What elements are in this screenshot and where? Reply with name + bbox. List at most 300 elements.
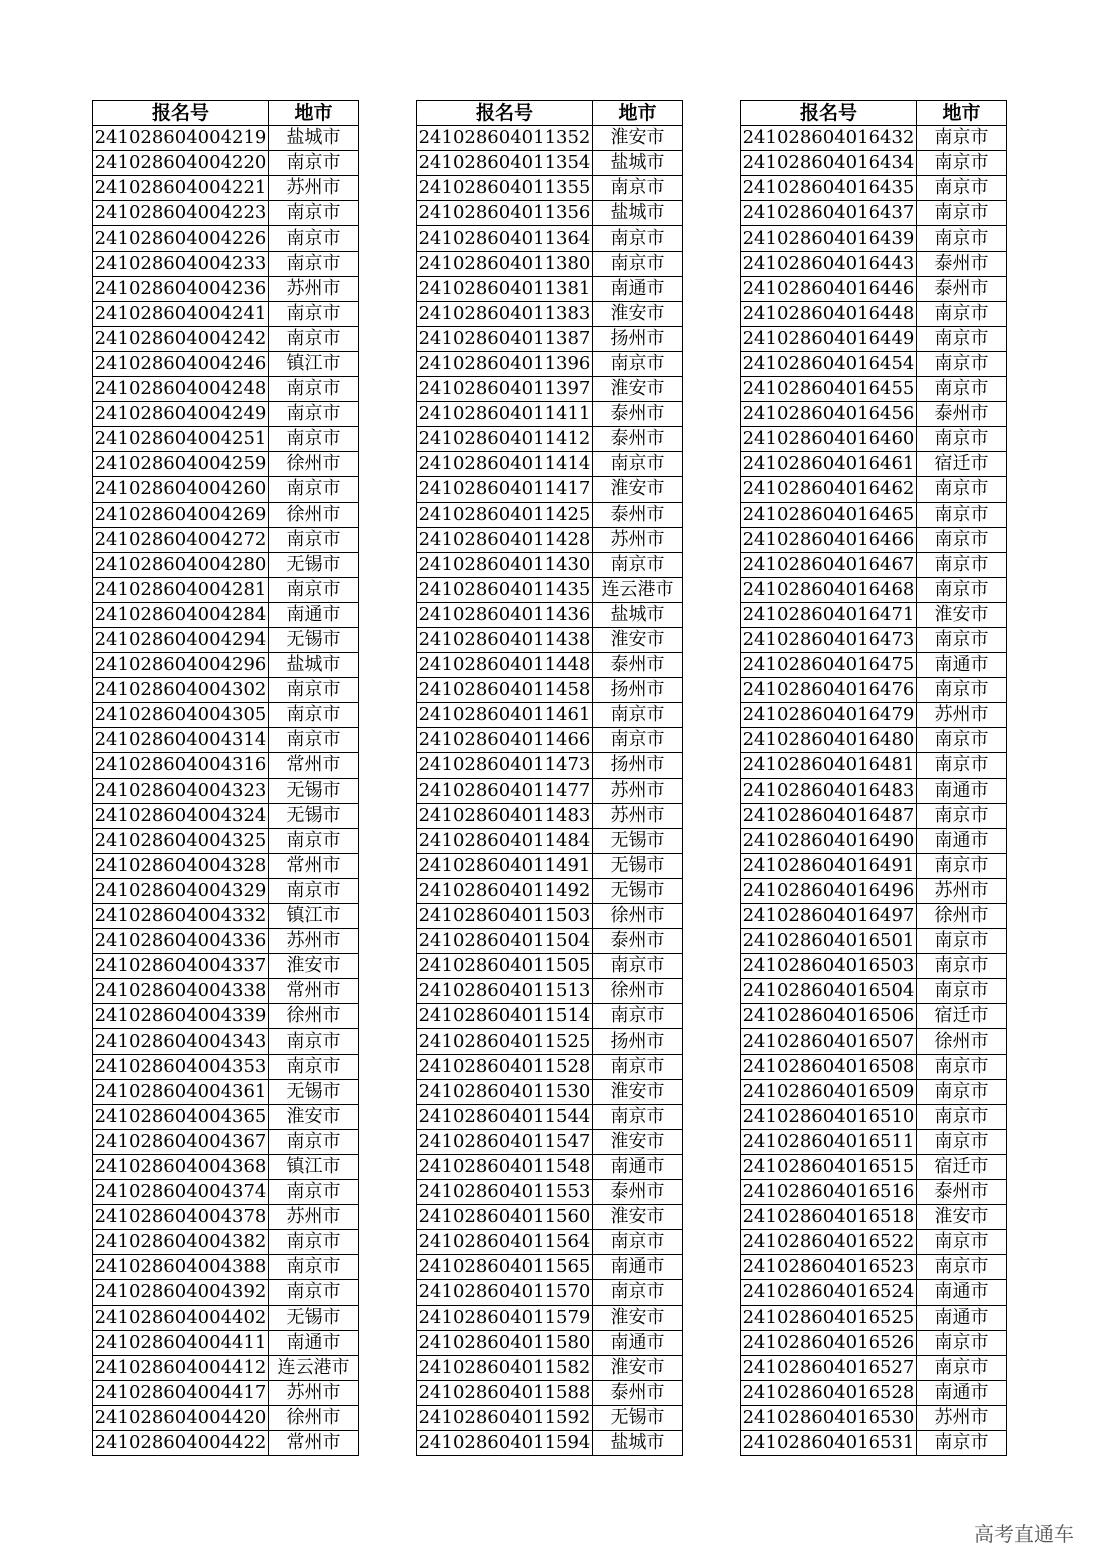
table-row [417, 552, 683, 577]
city-cell: 南京市 [269, 878, 359, 903]
table-row [93, 527, 359, 552]
city-cell: 苏州市 [917, 1405, 1007, 1430]
city-cell: 南通市 [917, 828, 1007, 853]
city-cell: 徐州市 [269, 1405, 359, 1430]
registration-number-cell: 241028604011461 [417, 703, 593, 728]
table-row [417, 778, 683, 803]
city-cell: 淮安市 [593, 126, 683, 151]
table-row [417, 703, 683, 728]
registration-number-cell: 241028604016504 [741, 979, 917, 1004]
registration-number-cell: 241028604011473 [417, 753, 593, 778]
table-row [741, 627, 1007, 652]
table-row [93, 477, 359, 502]
table-row [93, 126, 359, 151]
table-row [741, 1405, 1007, 1430]
city-cell: 南京市 [269, 151, 359, 176]
registration-number-cell: 241028604016443 [741, 251, 917, 276]
table-row [93, 1430, 359, 1455]
registration-number-cell: 241028604016466 [741, 527, 917, 552]
registration-number-cell: 241028604016483 [741, 778, 917, 803]
registration-number-cell: 241028604016491 [741, 853, 917, 878]
table-row [93, 1330, 359, 1355]
registration-number-cell: 241028604016455 [741, 377, 917, 402]
city-cell: 无锡市 [269, 627, 359, 652]
registration-number-cell: 241028604011411 [417, 402, 593, 427]
registration-number-cell: 241028604016446 [741, 276, 917, 301]
city-cell: 苏州市 [917, 878, 1007, 903]
table-row [417, 602, 683, 627]
city-cell: 无锡市 [593, 828, 683, 853]
city-cell: 南京市 [917, 176, 1007, 201]
table-row [93, 226, 359, 251]
table-row [741, 1079, 1007, 1104]
city-cell: 常州市 [269, 853, 359, 878]
registration-number-cell: 241028604016528 [741, 1380, 917, 1405]
city-cell: 南京市 [917, 301, 1007, 326]
table-row [93, 1054, 359, 1079]
table-row [417, 853, 683, 878]
table-row [417, 1430, 683, 1455]
registration-number-cell: 241028604016522 [741, 1230, 917, 1255]
registration-number-cell: 241028604016506 [741, 1004, 917, 1029]
city-cell: 南京市 [917, 1079, 1007, 1104]
registration-number-cell: 241028604004361 [93, 1079, 269, 1104]
table-row [93, 377, 359, 402]
registration-number-cell: 241028604011356 [417, 201, 593, 226]
table-row [417, 1180, 683, 1205]
city-cell: 南通市 [593, 1330, 683, 1355]
table-row [93, 602, 359, 627]
table-row [741, 728, 1007, 753]
table-row [741, 602, 1007, 627]
registration-number-cell: 241028604011387 [417, 326, 593, 351]
registration-number-cell: 241028604016524 [741, 1280, 917, 1305]
city-cell: 南京市 [593, 1054, 683, 1079]
city-cell: 南京市 [269, 1054, 359, 1079]
registration-number-cell: 241028604016531 [741, 1430, 917, 1455]
city-cell: 南京市 [593, 226, 683, 251]
registration-number-cell: 241028604011448 [417, 653, 593, 678]
registration-number-cell: 241028604016503 [741, 954, 917, 979]
registration-number-cell: 241028604016510 [741, 1104, 917, 1129]
city-cell: 宿迁市 [917, 1004, 1007, 1029]
registration-number-cell: 241028604004305 [93, 703, 269, 728]
city-cell: 南京市 [917, 627, 1007, 652]
city-cell: 南京市 [917, 527, 1007, 552]
table-row [417, 627, 683, 652]
city-cell: 南京市 [269, 326, 359, 351]
table-row [93, 954, 359, 979]
table-row [93, 301, 359, 326]
city-cell: 南京市 [269, 1230, 359, 1255]
city-cell: 淮安市 [593, 1305, 683, 1330]
city-cell: 连云港市 [269, 1355, 359, 1380]
table-row [741, 853, 1007, 878]
table-row [741, 1054, 1007, 1079]
registration-number-cell: 241028604004242 [93, 326, 269, 351]
city-cell: 南通市 [593, 1154, 683, 1179]
registration-number-cell: 241028604004392 [93, 1280, 269, 1305]
registration-table-1 [92, 100, 359, 1456]
registration-number-cell: 241028604011364 [417, 226, 593, 251]
registration-number-cell: 241028604004388 [93, 1255, 269, 1280]
city-cell: 南京市 [917, 151, 1007, 176]
registration-number-cell: 241028604011354 [417, 151, 593, 176]
registration-number-cell: 241028604004296 [93, 653, 269, 678]
city-cell: 淮安市 [269, 1104, 359, 1129]
table-row [417, 954, 683, 979]
table-row [417, 452, 683, 477]
table-row [417, 1380, 683, 1405]
table-row [93, 753, 359, 778]
city-cell: 无锡市 [593, 853, 683, 878]
registration-table-3 [740, 100, 1007, 1456]
table-row [741, 1004, 1007, 1029]
table-row [741, 753, 1007, 778]
table-row [93, 853, 359, 878]
table-row [93, 502, 359, 527]
registration-number-cell: 241028604016465 [741, 502, 917, 527]
registration-number-cell: 241028604011428 [417, 527, 593, 552]
registration-number-cell: 241028604016480 [741, 728, 917, 753]
table-row [93, 728, 359, 753]
city-cell: 徐州市 [269, 502, 359, 527]
city-cell: 南通市 [269, 1330, 359, 1355]
city-cell: 南京市 [269, 527, 359, 552]
city-cell: 扬州市 [593, 1029, 683, 1054]
table-row [741, 703, 1007, 728]
registration-number-cell: 241028604016527 [741, 1355, 917, 1380]
city-cell: 南京市 [917, 502, 1007, 527]
city-cell: 盐城市 [593, 1430, 683, 1455]
registration-number-cell: 241028604016530 [741, 1405, 917, 1430]
city-cell: 南京市 [593, 351, 683, 376]
table-row [417, 527, 683, 552]
city-cell: 常州市 [269, 1430, 359, 1455]
table-row [741, 1255, 1007, 1280]
table-row [417, 226, 683, 251]
registration-number-cell: 241028604016501 [741, 929, 917, 954]
table-row [417, 1154, 683, 1179]
city-cell: 苏州市 [917, 703, 1007, 728]
table-row [417, 1305, 683, 1330]
city-cell: 苏州市 [593, 803, 683, 828]
city-cell: 南京市 [917, 1104, 1007, 1129]
table-row [93, 452, 359, 477]
city-cell: 南京市 [917, 427, 1007, 452]
registration-number-cell: 241028604004374 [93, 1180, 269, 1205]
city-cell: 无锡市 [593, 1405, 683, 1430]
city-cell: 南京市 [917, 377, 1007, 402]
table-row [93, 577, 359, 602]
city-cell: 淮安市 [593, 1355, 683, 1380]
city-cell: 南京市 [269, 301, 359, 326]
city-cell: 苏州市 [593, 778, 683, 803]
registration-number-cell: 241028604011594 [417, 1430, 593, 1455]
table-row [93, 427, 359, 452]
registration-number-cell: 241028604011458 [417, 678, 593, 703]
city-cell: 淮安市 [593, 1129, 683, 1154]
registration-number-cell: 241028604016461 [741, 452, 917, 477]
table-row [741, 653, 1007, 678]
table-row [93, 1380, 359, 1405]
city-cell: 南京市 [593, 251, 683, 276]
header-id: 报名号 [417, 101, 593, 126]
table-row [93, 402, 359, 427]
table-row [417, 1355, 683, 1380]
city-cell: 徐州市 [593, 979, 683, 1004]
city-cell: 南通市 [917, 1305, 1007, 1330]
table-row [417, 151, 683, 176]
registration-number-cell: 241028604011504 [417, 929, 593, 954]
city-cell: 南京市 [593, 703, 683, 728]
table-row [741, 1330, 1007, 1355]
city-cell: 泰州市 [593, 653, 683, 678]
city-cell: 南京市 [269, 251, 359, 276]
registration-table-2 [416, 100, 683, 1456]
registration-number-cell: 241028604004223 [93, 201, 269, 226]
city-cell: 南通市 [917, 778, 1007, 803]
table-row [741, 1129, 1007, 1154]
registration-number-cell: 241028604004420 [93, 1405, 269, 1430]
table-row [93, 176, 359, 201]
city-cell: 淮安市 [593, 627, 683, 652]
table-row [93, 1255, 359, 1280]
city-cell: 南京市 [269, 226, 359, 251]
city-cell: 苏州市 [269, 1380, 359, 1405]
city-cell: 南京市 [917, 728, 1007, 753]
table-row [417, 1330, 683, 1355]
registration-number-cell: 241028604004221 [93, 176, 269, 201]
city-cell: 南京市 [917, 126, 1007, 151]
city-cell: 扬州市 [593, 753, 683, 778]
city-cell: 南京市 [917, 803, 1007, 828]
registration-number-cell: 241028604016439 [741, 226, 917, 251]
city-cell: 南京市 [917, 477, 1007, 502]
table-row [93, 201, 359, 226]
city-cell: 徐州市 [917, 1029, 1007, 1054]
table-row [741, 176, 1007, 201]
city-cell: 南京市 [917, 678, 1007, 703]
table-row [417, 1029, 683, 1054]
registration-number-cell: 241028604004324 [93, 803, 269, 828]
header-id: 报名号 [741, 101, 917, 126]
registration-number-cell: 241028604016509 [741, 1079, 917, 1104]
table-row [417, 402, 683, 427]
city-cell: 南京市 [593, 1230, 683, 1255]
registration-number-cell: 241028604011588 [417, 1380, 593, 1405]
table-row [93, 351, 359, 376]
table-row [741, 1029, 1007, 1054]
city-cell: 泰州市 [593, 427, 683, 452]
registration-number-cell: 241028604016468 [741, 577, 917, 602]
registration-number-cell: 241028604016456 [741, 402, 917, 427]
registration-number-cell: 241028604016460 [741, 427, 917, 452]
registration-number-cell: 241028604004422 [93, 1430, 269, 1455]
table-row [417, 351, 683, 376]
registration-number-cell: 241028604004323 [93, 778, 269, 803]
table-row [741, 678, 1007, 703]
city-cell: 宿迁市 [917, 1154, 1007, 1179]
table-row [417, 477, 683, 502]
registration-number-cell: 241028604011483 [417, 803, 593, 828]
registration-number-cell: 241028604011425 [417, 502, 593, 527]
table-row [741, 452, 1007, 477]
table-row [741, 904, 1007, 929]
registration-number-cell: 241028604016526 [741, 1330, 917, 1355]
city-cell: 南京市 [917, 853, 1007, 878]
registration-number-cell: 241028604004336 [93, 929, 269, 954]
city-cell: 无锡市 [269, 1079, 359, 1104]
table-row [417, 1079, 683, 1104]
registration-number-cell: 241028604011570 [417, 1280, 593, 1305]
table-row [93, 828, 359, 853]
header-row [741, 101, 1007, 126]
table-row [93, 703, 359, 728]
registration-number-cell: 241028604004343 [93, 1029, 269, 1054]
city-cell: 南京市 [593, 452, 683, 477]
registration-number-cell: 241028604011477 [417, 778, 593, 803]
registration-number-cell: 241028604011514 [417, 1004, 593, 1029]
registration-number-cell: 241028604004332 [93, 904, 269, 929]
table-row [741, 1305, 1007, 1330]
registration-number-cell: 241028604016471 [741, 602, 917, 627]
table-row [93, 1154, 359, 1179]
table-row [417, 1004, 683, 1029]
city-cell: 南京市 [917, 1230, 1007, 1255]
registration-number-cell: 241028604011414 [417, 452, 593, 477]
registration-number-cell: 241028604004316 [93, 753, 269, 778]
city-cell: 南京市 [269, 577, 359, 602]
registration-number-cell: 241028604011380 [417, 251, 593, 276]
table-row [417, 1405, 683, 1430]
city-cell: 淮安市 [593, 377, 683, 402]
city-cell: 南通市 [917, 1380, 1007, 1405]
registration-number-cell: 241028604011430 [417, 552, 593, 577]
table-row [741, 778, 1007, 803]
registration-number-cell: 241028604016487 [741, 803, 917, 828]
registration-number-cell: 241028604011530 [417, 1079, 593, 1104]
city-cell: 南京市 [593, 1104, 683, 1129]
registration-number-cell: 241028604011491 [417, 853, 593, 878]
city-cell: 南京市 [593, 1280, 683, 1305]
table-row [93, 1079, 359, 1104]
city-cell: 无锡市 [593, 878, 683, 903]
table-row [741, 1154, 1007, 1179]
city-cell: 苏州市 [269, 929, 359, 954]
registration-number-cell: 241028604011355 [417, 176, 593, 201]
city-cell: 南京市 [917, 326, 1007, 351]
table-row [741, 954, 1007, 979]
registration-number-cell: 241028604004233 [93, 251, 269, 276]
registration-number-cell: 241028604004259 [93, 452, 269, 477]
table-row [93, 1004, 359, 1029]
table-row [417, 126, 683, 151]
table-row [741, 427, 1007, 452]
city-cell: 泰州市 [917, 276, 1007, 301]
city-cell: 南京市 [269, 402, 359, 427]
registration-number-cell: 241028604011412 [417, 427, 593, 452]
city-cell: 南京市 [269, 703, 359, 728]
table-row [417, 1255, 683, 1280]
header-city: 地市 [269, 101, 359, 126]
table-row [93, 151, 359, 176]
registration-number-cell: 241028604016523 [741, 1255, 917, 1280]
table-row [741, 377, 1007, 402]
registration-number-cell: 241028604004248 [93, 377, 269, 402]
registration-number-cell: 241028604016476 [741, 678, 917, 703]
registration-number-cell: 241028604004226 [93, 226, 269, 251]
registration-number-cell: 241028604004220 [93, 151, 269, 176]
table-row [417, 1104, 683, 1129]
table-row [417, 201, 683, 226]
registration-number-cell: 241028604016516 [741, 1180, 917, 1205]
table-row [741, 226, 1007, 251]
registration-number-cell: 241028604016515 [741, 1154, 917, 1179]
registration-number-cell: 241028604011579 [417, 1305, 593, 1330]
city-cell: 盐城市 [269, 653, 359, 678]
registration-number-cell: 241028604011582 [417, 1355, 593, 1380]
table-row [93, 1280, 359, 1305]
city-cell: 泰州市 [593, 1180, 683, 1205]
city-cell: 徐州市 [269, 452, 359, 477]
registration-number-cell: 241028604016473 [741, 627, 917, 652]
registration-number-cell: 241028604011417 [417, 477, 593, 502]
city-cell: 南京市 [269, 828, 359, 853]
city-cell: 苏州市 [269, 276, 359, 301]
city-cell: 南京市 [917, 753, 1007, 778]
city-cell: 镇江市 [269, 904, 359, 929]
registration-number-cell: 241028604011383 [417, 301, 593, 326]
table-row [93, 1405, 359, 1430]
table-row [741, 577, 1007, 602]
city-cell: 泰州市 [917, 251, 1007, 276]
table-row [741, 251, 1007, 276]
registration-number-cell: 241028604016475 [741, 653, 917, 678]
table-row [417, 251, 683, 276]
registration-number-cell: 241028604011592 [417, 1405, 593, 1430]
table-row [741, 1104, 1007, 1129]
table-row [93, 1230, 359, 1255]
table-row [93, 326, 359, 351]
registration-number-cell: 241028604004328 [93, 853, 269, 878]
city-cell: 南京市 [269, 1280, 359, 1305]
registration-number-cell: 241028604004382 [93, 1230, 269, 1255]
table-row [93, 803, 359, 828]
city-cell: 南京市 [917, 979, 1007, 1004]
city-cell: 泰州市 [593, 502, 683, 527]
registration-number-cell: 241028604004294 [93, 627, 269, 652]
city-cell: 南京市 [593, 1004, 683, 1029]
city-cell: 苏州市 [269, 176, 359, 201]
city-cell: 南京市 [593, 552, 683, 577]
city-cell: 连云港市 [593, 577, 683, 602]
city-cell: 南京市 [269, 1255, 359, 1280]
city-cell: 徐州市 [917, 904, 1007, 929]
city-cell: 南通市 [269, 602, 359, 627]
table-row [417, 1280, 683, 1305]
table-row [93, 1129, 359, 1154]
table-row [93, 979, 359, 1004]
registration-number-cell: 241028604004280 [93, 552, 269, 577]
table-row [93, 1029, 359, 1054]
registration-number-cell: 241028604011525 [417, 1029, 593, 1054]
registration-number-cell: 241028604016449 [741, 326, 917, 351]
city-cell: 泰州市 [917, 1180, 1007, 1205]
table-row [417, 979, 683, 1004]
table-row [741, 527, 1007, 552]
city-cell: 南通市 [917, 653, 1007, 678]
